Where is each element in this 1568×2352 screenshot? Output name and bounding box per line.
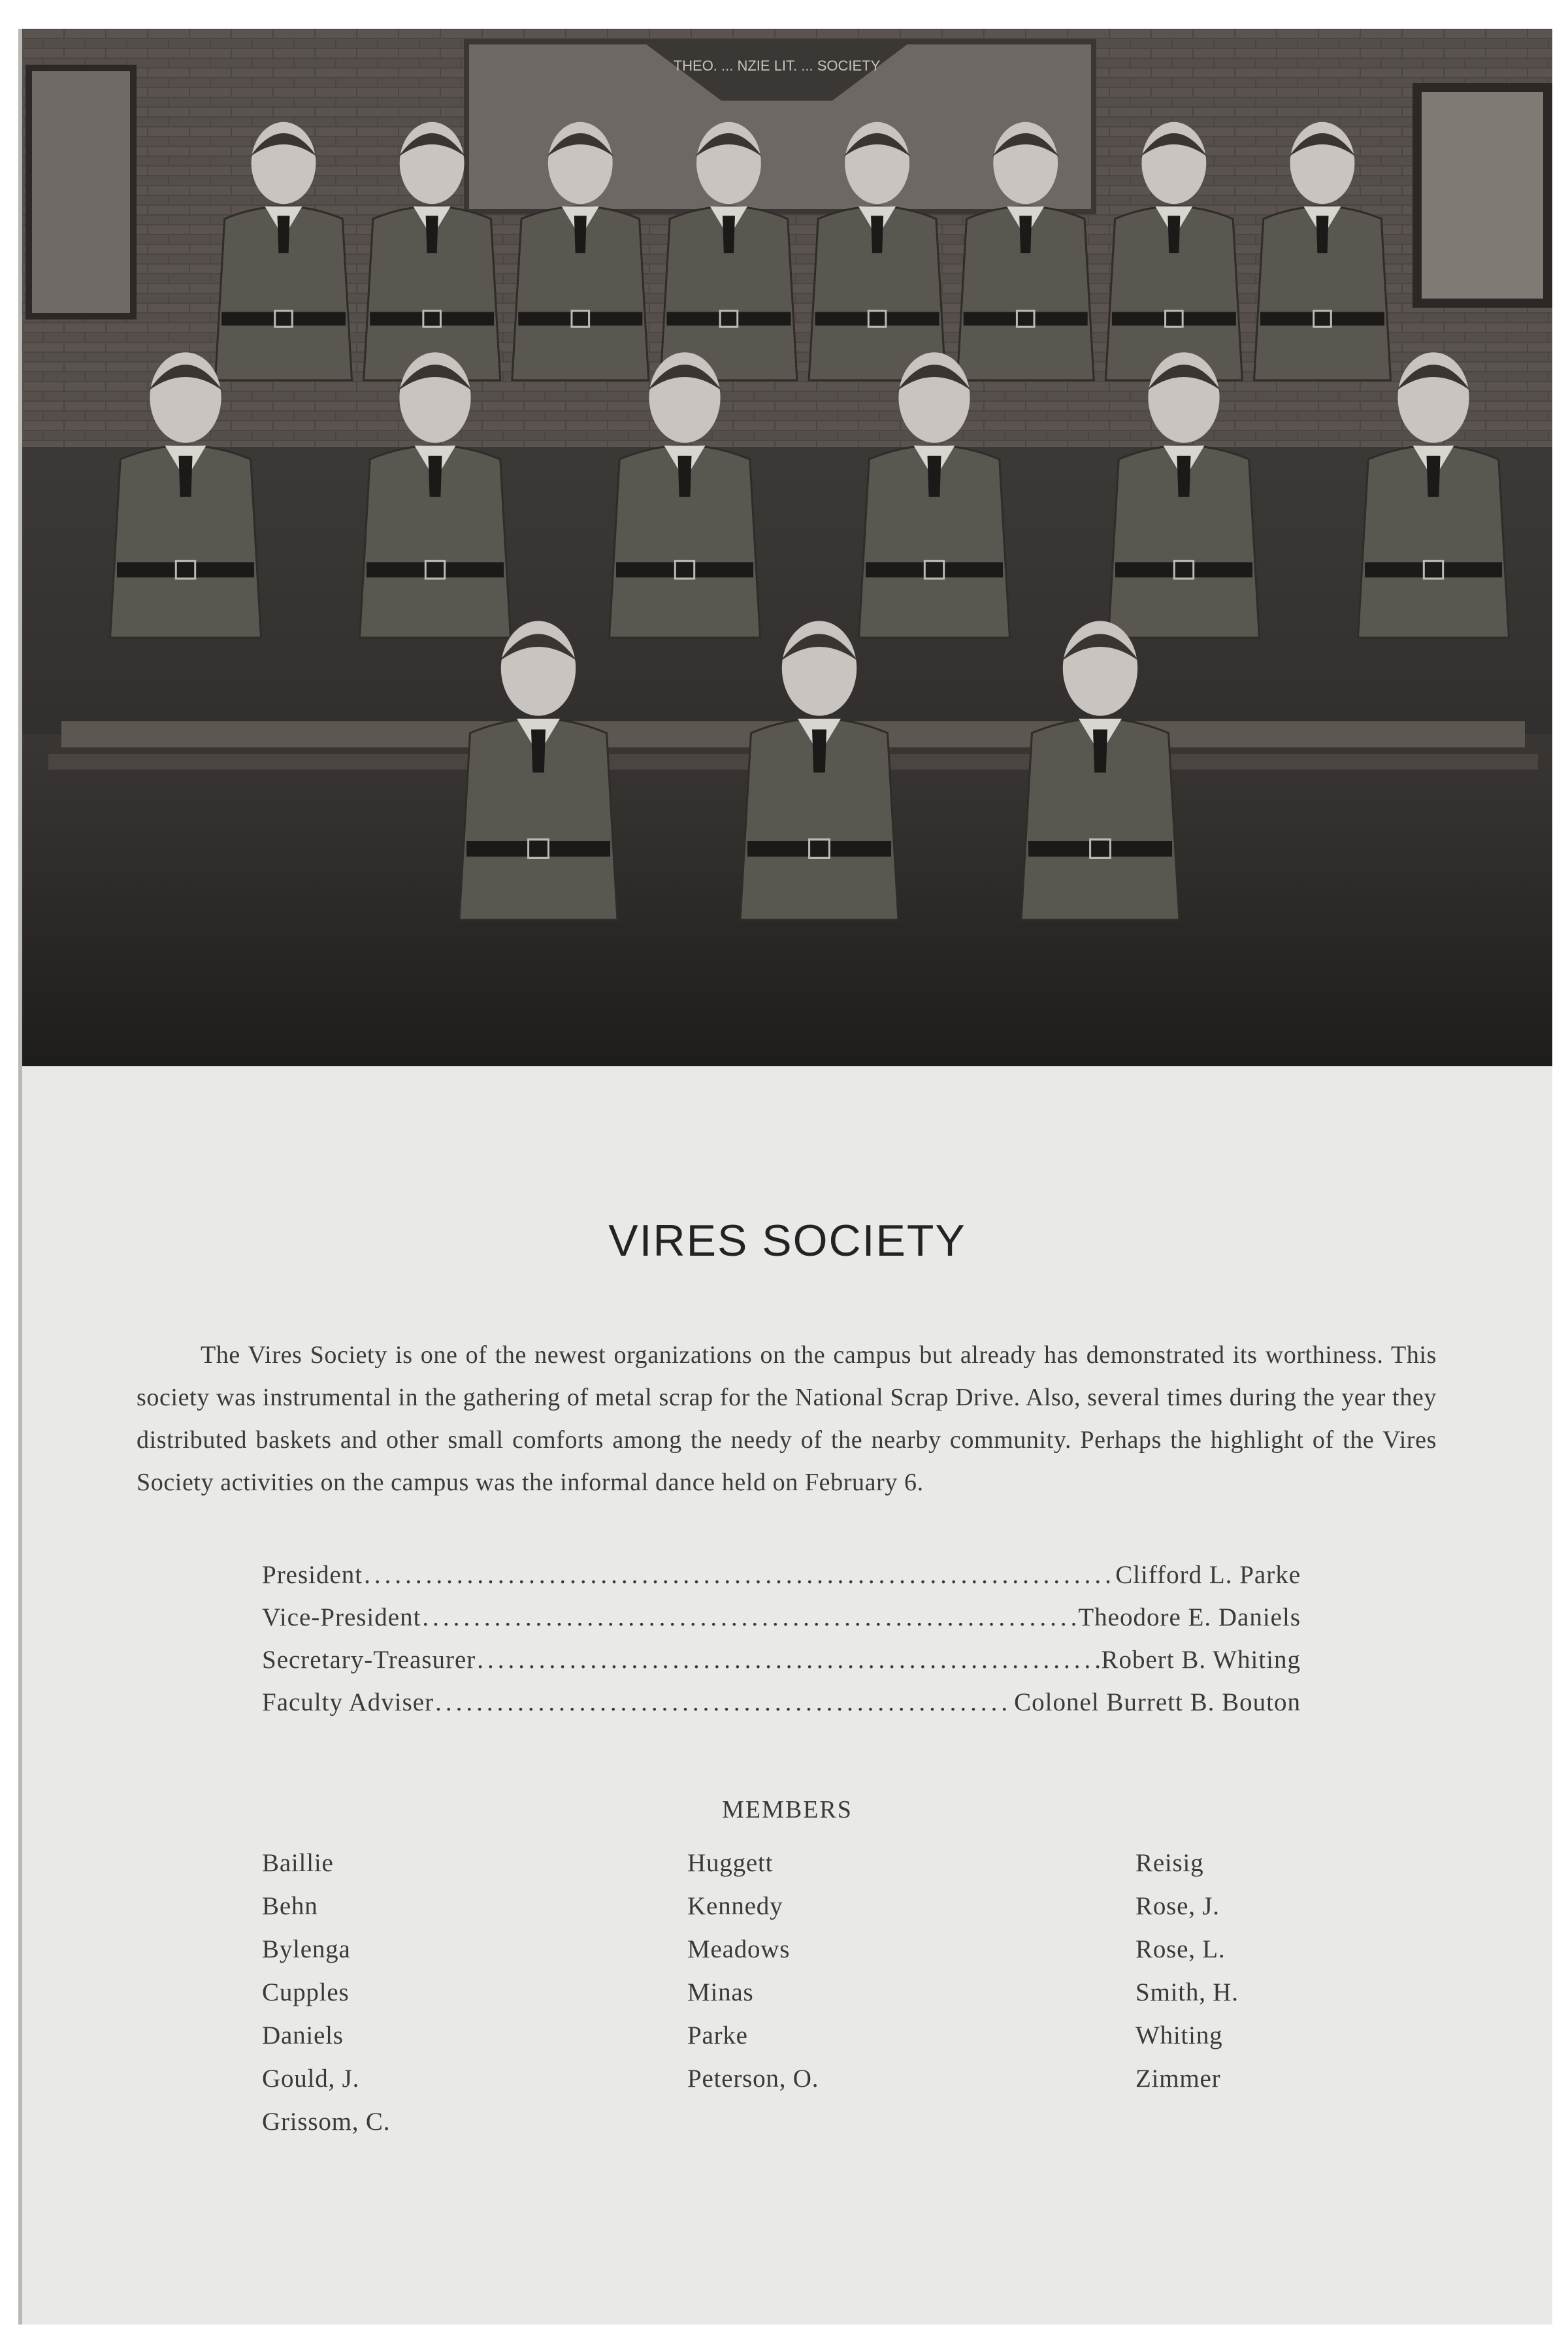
officer-role: Vice-President [262, 1603, 421, 1631]
member-name: Meadows [687, 1935, 791, 1963]
member-name: Kennedy [687, 1892, 783, 1920]
member-name: Whiting [1135, 2021, 1223, 2050]
member-name: Peterson, O. [687, 2065, 819, 2093]
officer-role: Faculty Adviser [262, 1688, 434, 1716]
member-name: Huggett [687, 1849, 774, 1877]
officer-row-president [262, 1554, 1301, 1596]
group-photo [22, 29, 1552, 1066]
member-name: Cupples [262, 1978, 350, 2006]
page-title: VIRES SOCIETY [608, 1216, 966, 1266]
members-column-2 [687, 1842, 819, 2100]
group-photo-illustration [22, 29, 1552, 1066]
member-name: Smith, H. [1135, 1978, 1239, 2006]
member-name: Daniels [262, 2021, 344, 2050]
pennant-text: THEO. ... NZIE LIT. ... SOCIETY [673, 57, 881, 74]
leader-dots [422, 1596, 1077, 1639]
officer-role: President [262, 1561, 363, 1589]
member-name: Rose, L. [1135, 1935, 1226, 1963]
leader-dots [477, 1639, 1100, 1681]
member-name: Baillie [262, 1849, 334, 1877]
person-figure [740, 621, 898, 920]
officer-name: Theodore E. Daniels [1078, 1603, 1301, 1631]
officer-name: Robert B. Whiting [1101, 1646, 1301, 1674]
officer-role: Secretary-Treasurer [262, 1646, 476, 1674]
members-column-3 [1135, 1842, 1239, 2100]
leader-dots [435, 1681, 1013, 1723]
intro-paragraph: The Vires Society is one of the newest organizations on the campus but already has demonstrated its worthiness. This society was instrumental in the gathering of metal scrap for the National Scrap Drive. Also, several times during the year they distributed baskets and other small comforts among the needy of the nearby community. Perhaps the highlight of the Vires Society activities on the campus was the informal dance held on February 6. [137, 1341, 1437, 1496]
wall-frame-right [1417, 88, 1548, 303]
member-name: Rose, J. [1135, 1892, 1220, 1920]
officer-name: Colonel Burrett B. Bouton [1014, 1688, 1301, 1716]
officer-row-secretary-treasurer [262, 1639, 1301, 1681]
member-name: Zimmer [1135, 2065, 1221, 2093]
person-figure [459, 621, 617, 920]
person-figure [1021, 621, 1179, 920]
member-name: Bylenga [262, 1935, 351, 1963]
member-name: Minas [687, 1978, 754, 2006]
yearbook-page [18, 29, 1552, 2325]
leader-dots [364, 1554, 1114, 1596]
member-name: Behn [262, 1892, 318, 1920]
officers-list [262, 1554, 1301, 1723]
member-name: Gould, J. [262, 2065, 360, 2093]
officer-row-vice-president [262, 1596, 1301, 1639]
wall-frame-left [29, 68, 133, 316]
member-name: Parke [687, 2021, 748, 2050]
members-heading: MEMBERS [722, 1796, 853, 1823]
member-name: Reisig [1135, 1849, 1204, 1877]
officer-row-faculty-adviser [262, 1681, 1301, 1723]
member-name: Grissom, C. [262, 2108, 391, 2136]
members-column-1 [262, 1842, 390, 2144]
officer-name: Clifford L. Parke [1115, 1561, 1301, 1589]
